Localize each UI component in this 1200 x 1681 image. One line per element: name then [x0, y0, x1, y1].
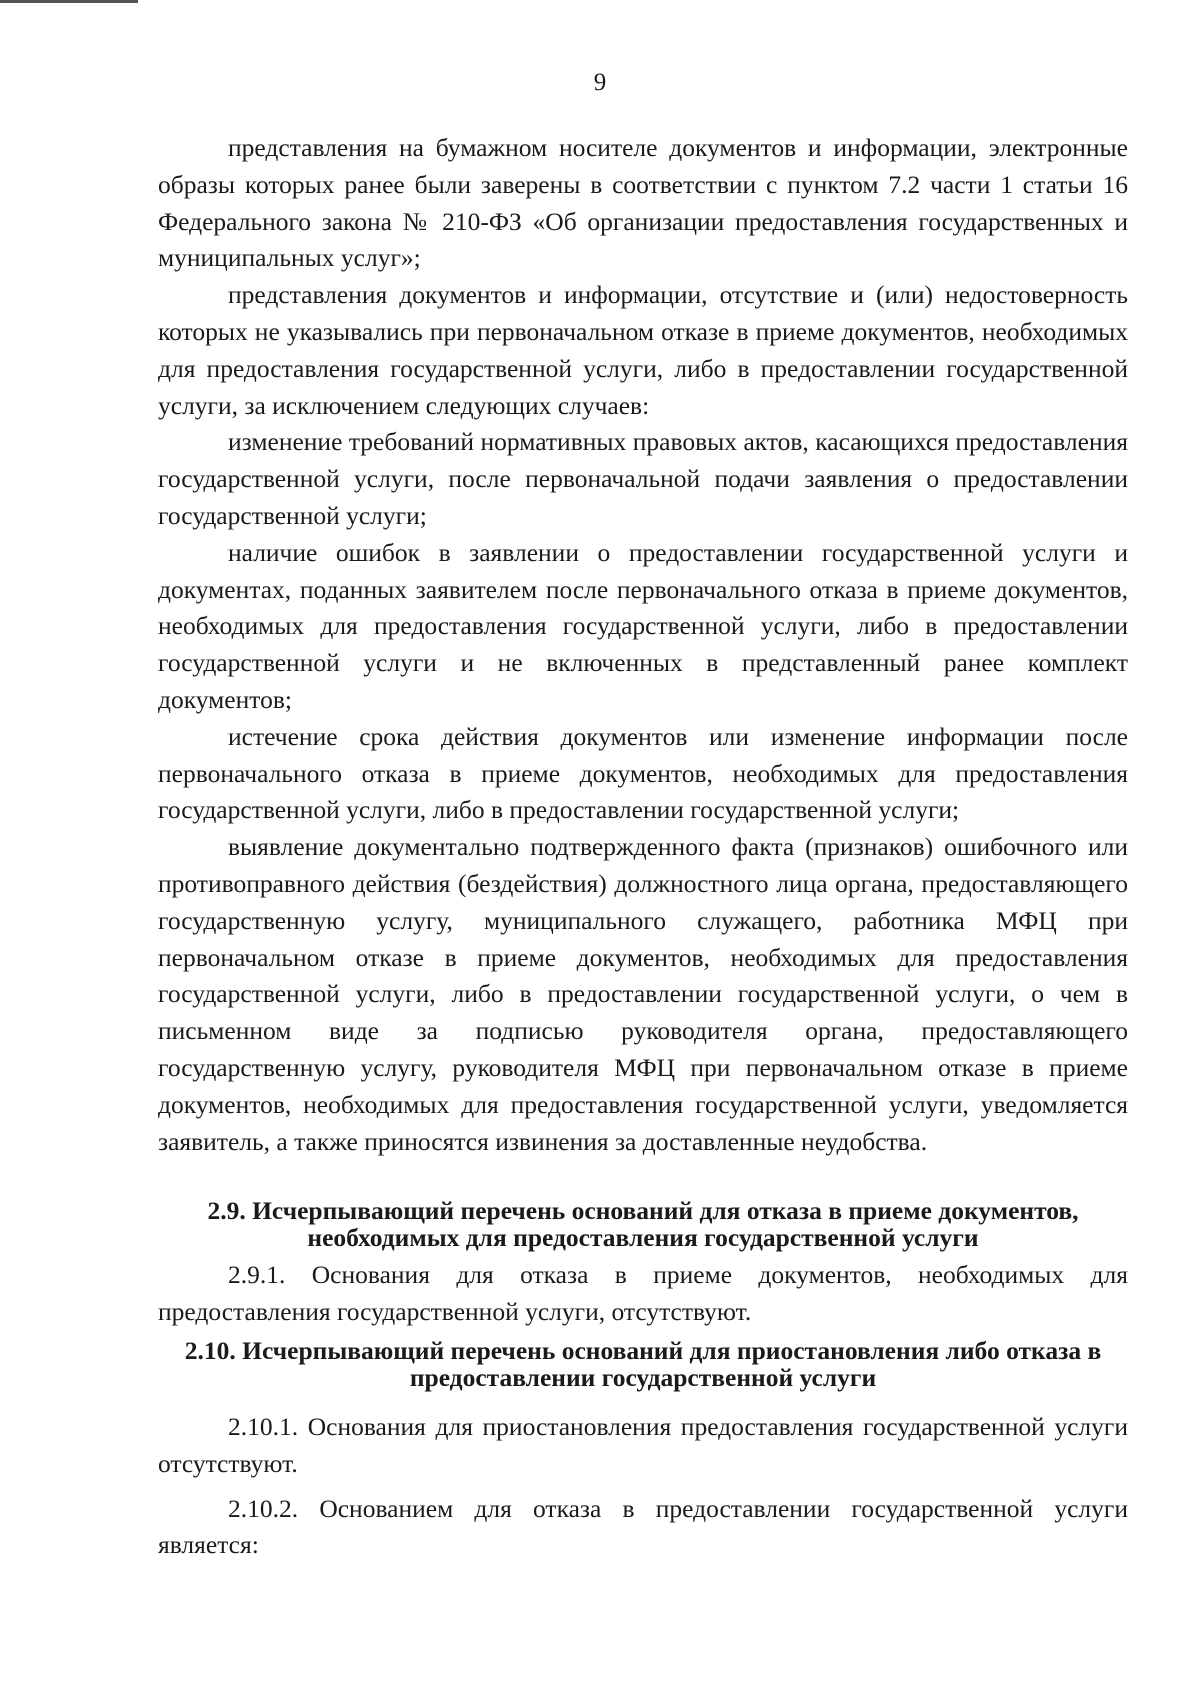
section-2-10-heading: 2.10. Исчерпывающий перечень оснований для приостановления либо отказа в предоставлении государственной услуги — [184, 1335, 1102, 1392]
paragraph-official-error: выявление документально подтвержденного факта (признаков) ошибочного или противоправного действия (бездействия) должностного лица органа, предоставляющего государственную услугу, муниципального служащего, работника МФЦ при первоначальном отказе в приеме документов, необходимых для предоставления государственной услуги, либо в предоставлении государственной услуги, о чем в письменном виде за подписью руководителя органа, предоставляющего государственную услугу, руководителя МФЦ при первоначальном отказе в приеме документов, необходимых для предоставления государственной услуги, уведомляется заявитель, а также приносятся извинения за доставленные неудобства. — [158, 832, 1128, 1156]
paragraph-document-expiry: истечение срока действия документов или изменение информации после первоначального отказа в приеме документов, необходимых для предоставления государственной услуги, либо в предоставлении государственной услуги; — [158, 721, 1128, 825]
section-2-10-2-paragraph: 2.10.2. Основанием для отказа в предоставлении государственной услуги является: — [158, 1493, 1128, 1560]
section-2-10-1-paragraph: 2.10.1. Основания для приостановления предоставления государственной услуги отсутствуют. — [158, 1411, 1128, 1478]
paragraph-paper-documents: представления на бумажном носителе документов и информации, электронные образы которых ранее были заверены в соответствии с пунктом 7.2 части 1 статьи 16 Федерального закона № 210-ФЗ «Об организации предоставления государственных и муниципальных услуг»; — [158, 133, 1128, 273]
section-2-9-1-paragraph: 2.9.1. Основания для отказа в приеме документов, необходимых для предоставления государственной услуги, отсутствуют. — [158, 1260, 1128, 1327]
page-number: 9 — [593, 69, 607, 96]
paragraph-missing-documents: представления документов и информации, отсутствие и (или) недостоверность которых не указывались при первоначальном отказе в приеме документов, необходимых для предоставления государственной услуги, либо в предоставлении государственной услуги, за исключением следующих случаев: — [158, 280, 1128, 420]
document-body — [158, 130, 1128, 1564]
scan-edge-mark — [0, 0, 138, 3]
section-2-9-heading: 2.9. Исчерпывающий перечень оснований для отказа в приеме документов, необходимых для предоставления государственной услуги — [207, 1196, 1079, 1253]
paragraph-requirements-change: изменение требований нормативных правовых актов, касающихся предоставления государственной услуги, после первоначальной подачи заявления о предоставлении государственной услуги; — [158, 427, 1128, 530]
paragraph-application-errors: наличие ошибок в заявлении о предоставлении государственной услуги и документах, поданных заявителем после первоначального отказа в приеме документов, необходимых для предоставления государственной услуги, либо в предоставлении государственной услуги и не включенных в представленный ранее комплект документов; — [158, 537, 1128, 714]
